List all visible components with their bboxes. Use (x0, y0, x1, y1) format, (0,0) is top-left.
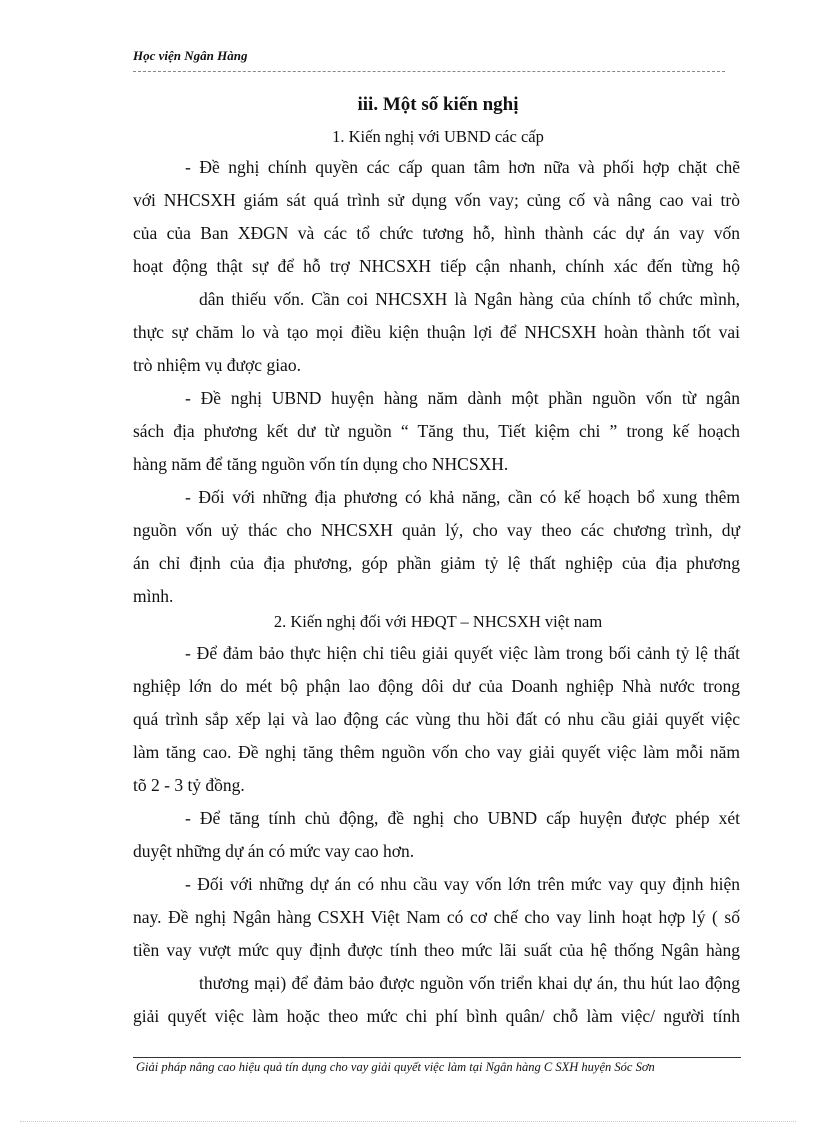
page-edge (20, 1121, 796, 1122)
section-heading: iii. Một số kiến nghị (357, 94, 519, 115)
header-title: Học viện Ngân Hàng (133, 48, 248, 63)
paragraph-line: nguồn vốn uỷ thác cho NHCSXH quản lý, cho vay theo các chương trình, dự (133, 520, 740, 540)
subheading-2: 2. Kiến nghị đối với HĐQT – NHCSXH việt nam (273, 612, 603, 631)
paragraph-line: dân thiếu vốn. Cần coi NHCSXH là Ngân hàng của chính tổ chức mình, (199, 289, 740, 309)
paragraph-line: duyệt những dự án có mức vay cao hơn. (133, 841, 415, 861)
footer-divider (133, 1057, 741, 1058)
paragraph-line: - Đề nghị chính quyền các cấp quan tâm hơn nữa và phối hợp chặt chẽ (185, 157, 740, 177)
paragraph-line: tiền vay vượt mức quy định được tính theo mức lãi suất của hệ thống Ngân hàng (133, 940, 740, 960)
paragraph-line: - Đề nghị UBND huyện hàng năm dành một phần nguồn vốn từ ngân (185, 388, 740, 408)
paragraph-line: nghiệp lớn do mét bộ phận lao động dôi dư của Doanh nghiệp Nhà nước trong (133, 676, 740, 696)
paragraph-line: của của Ban XĐGN và các tổ chức tương hỗ, hình thành các dự án vay vốn (133, 223, 740, 243)
paragraph-line: làm tăng cao. Đề nghị tăng thêm nguồn vốn cho vay giải quyết việc làm mỗi năm (133, 742, 740, 762)
subheading-1: 1. Kiến nghị với UBND các cấp (332, 127, 544, 146)
paragraph-line: giải quyết việc làm hoặc theo mức chi phí bình quân/ chỗ làm việc/ người tính (133, 1006, 740, 1026)
paragraph-line: thực sự chăm lo và tạo mọi điều kiện thuận lợi để NHCSXH hoàn thành tốt vai (133, 322, 740, 342)
footer-text: Giải pháp nâng cao hiệu quả tín dụng cho vay giải quyết việc làm tại Ngân hàng C SXH huyện Sóc Sơn (136, 1060, 655, 1074)
paragraph-line: với NHCSXH giám sát quá trình sử dụng vốn vay; củng cố và nâng cao vai trò (133, 190, 740, 210)
paragraph-line: quá trình sắp xếp lại và lao động các vùng thu hồi đất có nhu cầu giải quyết việc (133, 709, 740, 729)
paragraph-line: - Đối với những dự án có nhu cầu vay vốn lớn trên mức vay quy định hiện (185, 874, 740, 894)
paragraph-line: tõ 2 - 3 tỷ đồng. (133, 775, 245, 795)
paragraph-line: - Để tăng tính chủ động, đề nghị cho UBND cấp huyện được phép xét (185, 808, 740, 828)
paragraph-line: - Đối với những địa phương có khả năng, cần có kế hoạch bổ xung thêm (185, 487, 740, 507)
paragraph-line: án chỉ định của địa phương, góp phần giảm tỷ lệ thất nghiệp của địa phương (133, 553, 740, 573)
paragraph-line: sách địa phương kết dư từ nguồn “ Tăng thu, Tiết kiệm chi ” trong kế hoạch (133, 421, 740, 441)
paragraph-line: mình. (133, 586, 174, 606)
paragraph-line: hàng năm để tăng nguồn vốn tín dụng cho NHCSXH. (133, 454, 509, 474)
header-divider (133, 71, 725, 72)
paragraph-line: trò nhiệm vụ được giao. (133, 355, 301, 375)
paragraph-line: thương mại) để đảm bảo được nguồn vốn triển khai dự án, thu hút lao động (199, 973, 740, 993)
paragraph-line: nay. Đề nghị Ngân hàng CSXH Việt Nam có cơ chế cho vay linh hoạt hợp lý ( số (133, 907, 740, 927)
paragraph-line: - Để đảm bảo thực hiện chỉ tiêu giải quyết việc làm trong bối cảnh tỷ lệ thất (185, 643, 740, 663)
paragraph-line: hoạt động thật sự để hỗ trợ NHCSXH tiếp cận nhanh, chính xác đến từng hộ (133, 256, 740, 276)
